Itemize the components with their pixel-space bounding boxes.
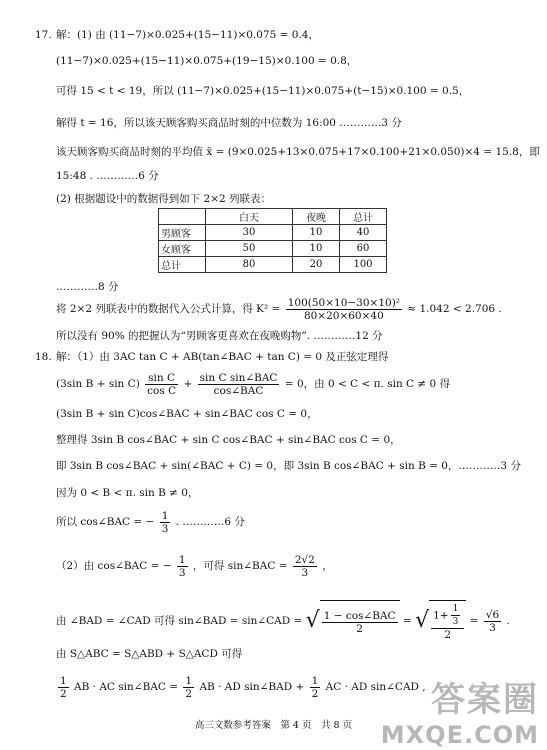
q17-k2-result: ≈ 1.042 < 2.706 .: [407, 303, 502, 315]
table-cell: 夜晚: [293, 209, 340, 225]
page-footer: 高三文数参考答案 第 4 页 共 8 页: [194, 720, 353, 731]
table-cell: 50: [206, 241, 293, 257]
q18-sin-label: ，可得 sin∠BAC =: [192, 560, 288, 572]
q18-line-9: [56, 600, 510, 642]
q18-line-5: 即 3sin B cos∠BAC + sin(∠BAC + C) = 0，即 3sin B cos∠BAC + sin B = 0，…………3 分: [56, 460, 521, 472]
q17-score-8: …………8 分: [56, 281, 119, 293]
table-row: [159, 257, 387, 273]
fraction-denominator: cos∠BAC: [213, 384, 264, 397]
q18-score-6: . …………6 分: [175, 516, 245, 528]
q18-part2-start: （2）由 cos∠BAC = −: [56, 560, 172, 572]
fraction-numerator: [431, 603, 464, 629]
fraction-one-half: [58, 675, 69, 700]
table-cell: 20: [293, 257, 340, 273]
table-cell: 白天: [206, 209, 293, 225]
table-cell: 男顾客: [159, 225, 206, 241]
q17-line-3: 可得 15 < t < 19，所以 (11−7)×0.025+(15−11)×0.075+(t−15)×0.100 = 0.5，: [56, 85, 470, 97]
sqrt-expression-1: [306, 600, 400, 642]
fraction-half-cos: [322, 610, 398, 635]
sqrt-radicand: [320, 600, 400, 642]
q17-line-2: (11−7)×0.025+(15−11)×0.075+(19−15)×0.100 = 0.8，: [56, 55, 358, 67]
contingency-table: [158, 208, 387, 273]
table-cell: 80: [206, 257, 293, 273]
fraction-sinc-sinbac: [198, 372, 280, 397]
watermark: [381, 672, 539, 749]
table-cell: [159, 209, 206, 225]
q17-line-4: 解得 t = 16，所以该天顾客购买商品时刻的中位数为 16:00 …………3 分: [56, 117, 402, 129]
q18-number: 18.: [35, 351, 52, 363]
table-row: [159, 241, 387, 257]
period: .: [506, 615, 510, 627]
fraction-one-third: [451, 603, 461, 628]
table-cell: 30: [206, 225, 293, 241]
area-term-3: AC · AD sin∠CAD ,: [325, 681, 426, 693]
fraction-denominator: 2: [185, 687, 193, 700]
q18-expr-end: = 0，由 0 < C < π. sin C ≠ 0 得: [284, 378, 451, 390]
plus-sign: +: [183, 378, 193, 390]
watermark-logo: 答案圈: [431, 680, 539, 720]
area-term-1: AB · AC sin∠BAC =: [74, 681, 179, 693]
q18-cos-label: 所以 cos∠BAC = −: [56, 516, 155, 528]
q17-line-5: 该天顾客购买商品时刻的平均值 x̄ = (9×0.025+13×0.075+17×0.100+21×0.050)×4 = 15.8，即: [56, 146, 540, 158]
sqrt-sign: √: [415, 608, 430, 633]
q18-line-6: 因为 0 < B < π. sin B ≠ 0，: [56, 487, 199, 499]
fraction-numerator: 1: [311, 674, 319, 687]
fraction-numerator: 1: [178, 553, 186, 566]
fraction-denominator: 3: [301, 566, 309, 579]
fraction-root-six: [484, 609, 501, 634]
fraction-numerator: 1 − cos∠BAC: [323, 609, 396, 622]
q18-line-10: 由 S△ABC = S△ABD + S△ACD 可得: [56, 648, 243, 660]
fraction-numerator: 2√2: [294, 553, 315, 566]
sqrt-radicand: [429, 600, 466, 642]
fraction-one-half: [310, 675, 321, 700]
fraction-one-half: [183, 675, 194, 700]
fraction-denominator: 80×20×60×40: [303, 309, 384, 322]
table-cell: 女顾客: [159, 241, 206, 257]
table-cell: 40: [340, 225, 387, 241]
q18-line-7: [56, 508, 245, 536]
table-cell: 总计: [159, 257, 206, 273]
fraction-two-root-two: [293, 554, 317, 579]
table-header-row: [159, 209, 387, 225]
fraction-numerator: √6: [485, 608, 500, 621]
fraction-denominator: 3: [178, 566, 186, 579]
fraction-one-third: [177, 554, 188, 579]
fraction-denominator: 3: [161, 522, 169, 535]
table-cell: 60: [340, 241, 387, 257]
fraction-denominator: 3: [452, 617, 459, 627]
q17-k2-label: 将 2×2 列联表中的数据代入公式计算，得 K² =: [56, 303, 281, 315]
fraction-numerator: 1: [452, 604, 459, 614]
table-cell: 总计: [340, 209, 387, 225]
q18-expr-start: (3sin B + sin C): [56, 378, 140, 390]
table-row: [159, 225, 387, 241]
fraction-numerator: 100(50×10−30×10)²: [287, 296, 400, 309]
table-cell: 10: [293, 241, 340, 257]
q17-line-6: 15:48 . …………6 分: [56, 170, 159, 182]
watermark-site: MXQE.COM: [380, 721, 539, 749]
q17-line-10: 所以没有 90% 的把握认为“男顾客更喜欢在夜晚购物”. …………12 分: [56, 330, 383, 342]
table-cell: 100: [340, 257, 387, 273]
sqrt-sign: √: [305, 608, 320, 633]
fraction-nested: [431, 603, 464, 641]
fraction-numerator: sin C sin∠BAC: [199, 371, 278, 384]
q18-line-11: [56, 673, 426, 701]
q18-angle-text: 由 ∠BAD = ∠CAD 可得 sin∠BAD = sin∠CAD =: [56, 615, 303, 627]
q18-line-8: [56, 552, 333, 580]
q17-line-9: [56, 295, 502, 323]
fraction-numerator: 1: [60, 674, 67, 687]
fraction-denominator: 2: [356, 622, 363, 635]
table-cell: 10: [293, 225, 340, 241]
equals-sign: =: [402, 615, 412, 627]
fraction-denominator: 2: [311, 687, 319, 700]
fraction-numerator: 1: [185, 674, 193, 687]
fraction-denominator: 2: [444, 629, 452, 641]
fraction-numerator: 1: [161, 509, 169, 522]
fraction-denominator: 3: [489, 621, 496, 634]
fraction-denominator: 2: [60, 687, 67, 700]
q17-line-1: 解：(1) 由 (11−7)×0.025+(15−11)×0.075 = 0.4，: [56, 29, 319, 41]
fraction-numerator: sin C: [145, 372, 178, 385]
fraction-sinc-cosc: [145, 372, 178, 397]
q17-number: 17.: [35, 29, 52, 41]
fraction-denominator: cos C: [147, 384, 177, 397]
equals-sign: =: [469, 615, 479, 627]
k-squared-fraction: [286, 297, 402, 322]
fraction-one-third: [160, 510, 171, 535]
q18-line-2: [56, 370, 450, 398]
sqrt-expression-2: [415, 600, 466, 642]
q18-line-1: 解：（1）由 3AC tan C + AB(tan∠BAC + tan C) = 0 及正弦定理得: [56, 351, 389, 363]
area-term-2: AB · AD sin∠BAD +: [199, 681, 305, 693]
q18-line-3: (3sin B + sin C)cos∠BAC + sin∠BAC cos C = 0，: [56, 408, 318, 420]
comma: ，: [322, 560, 333, 572]
one-plus: 1+: [433, 609, 449, 622]
q17-line-7: (2) 根据题设中的数据得到如下 2×2 列联表：: [56, 193, 272, 205]
q18-line-4: 整理得 3sin B cos∠BAC + sin C cos∠BAC + sin∠BAC cos C = 0，: [56, 434, 401, 446]
